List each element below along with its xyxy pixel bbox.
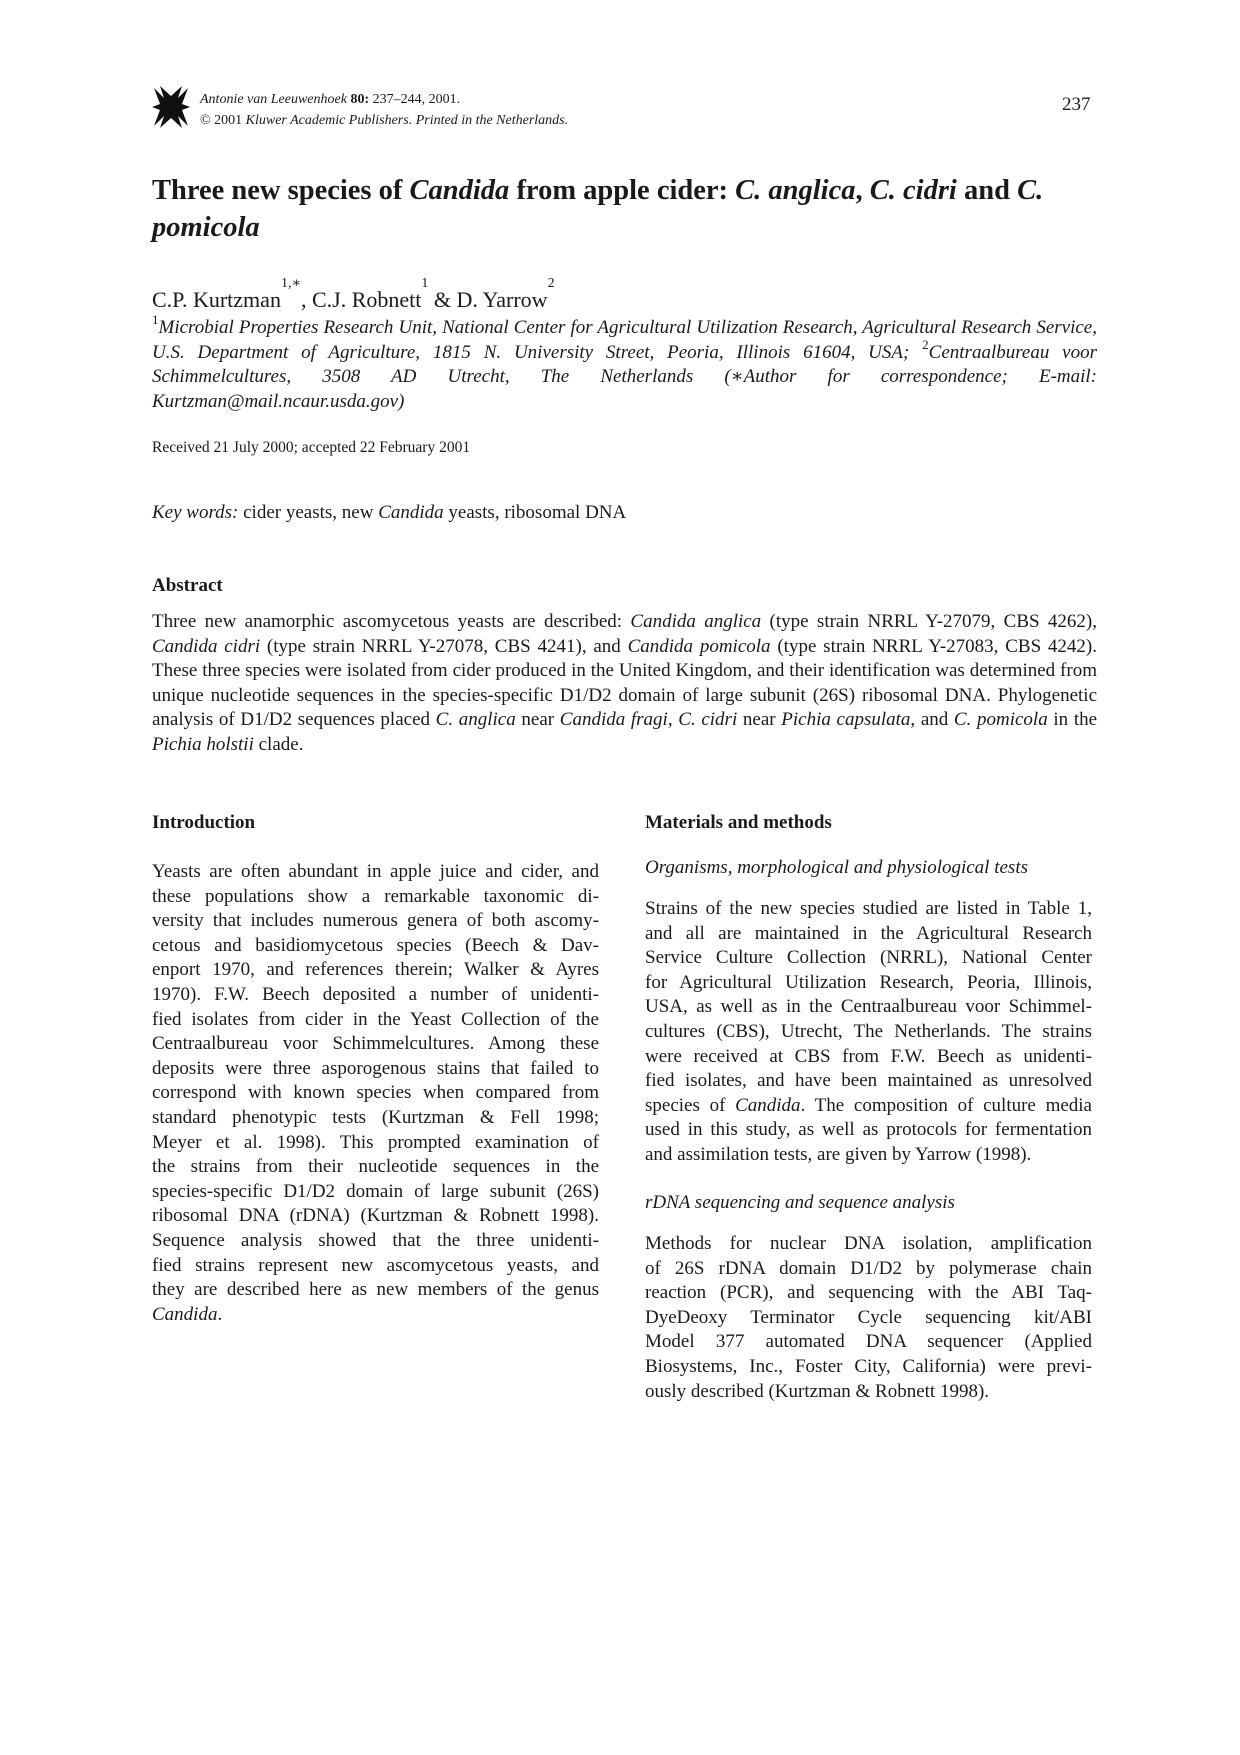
genus-name: Candida — [152, 1303, 218, 1325]
punct: . — [217, 1303, 223, 1325]
abstract-text: in the — [1047, 709, 1098, 730]
article-title — [152, 172, 1112, 246]
text-line: Centraalbureau voor Schimmelcultures. Among these — [152, 1033, 599, 1055]
abstract-text: , — [667, 709, 679, 730]
correspondence-mark: ∗ — [730, 366, 744, 387]
text-line: deposits were three asporogenous stains that failed to — [152, 1057, 599, 1079]
methods-body-1 — [645, 897, 1092, 1168]
abstract-text: Candida pomicola — [627, 635, 771, 657]
text-line: species-specific D1/D2 domain of large subunit (26S) — [152, 1180, 599, 1202]
text-line: correspond with known species when compared from — [152, 1082, 599, 1104]
text-line: Model 377 automated DNA sequencer (Applied — [645, 1331, 1092, 1353]
author-affil-mark: 1 — [421, 276, 429, 291]
page-number: 237 — [1062, 94, 1091, 115]
text-line: Yeasts are often abundant in apple juice and cider, and — [152, 861, 599, 882]
methods-body-2 — [645, 1232, 1092, 1404]
methods-subheading-2: rDNA sequencing and sequence analysis — [645, 1192, 955, 1213]
abstract-text: Candida cidri — [152, 635, 261, 657]
text-line: Sequence analysis showed that the three unidenti- — [152, 1229, 599, 1251]
abstract-text: near — [737, 709, 782, 730]
title-part: pomicola — [152, 212, 260, 243]
text-line: and assimilation tests, are given by Yarrow (1998). — [645, 1143, 1032, 1165]
text-part: . The composition of culture media — [800, 1094, 1092, 1116]
text-line: Service Culture Collection (NRRL), National Center — [645, 947, 1092, 969]
text-line: reaction (PCR), and sequencing with the ABI Taq- — [645, 1282, 1092, 1304]
text-line: Strains of the new species studied are listed in Table 1, — [645, 898, 1092, 919]
affiliation-1: Microbial Properties Research Unit, National Center for Agricultural Utilization Research, Agricultural Research Service, U.S. Department of Agriculture, 1815 N. University Street, Peoria, Illinois 61604, USA; — [152, 317, 1097, 363]
author: & D. Yarrow — [428, 287, 548, 312]
title-part: and — [956, 175, 1018, 206]
title-part: C. — [1017, 175, 1044, 206]
genus-name: Candida — [735, 1094, 801, 1116]
text-line: fied isolates, and have been maintained as unresolved — [645, 1070, 1092, 1092]
publisher: Kluwer Academic Publishers. Printed in the Netherlands. — [245, 113, 569, 128]
text-line: versity that includes numerous genera of both ascomy- — [152, 910, 599, 932]
title-part: , — [855, 175, 870, 206]
journal-pages: 237–244, 2001. — [372, 92, 461, 107]
keyword-text: cider yeasts, new — [238, 502, 379, 523]
text-line: USA, as well as in the Centraalbureau voor Schimmel- — [645, 996, 1092, 1018]
correspondence-email: Author for correspondence; E-mail: Kurtzman@mail.ncaur.usda.gov) — [152, 366, 1098, 412]
abstract-text: (type strain NRRL Y-27079, CBS 4262), — [761, 611, 1097, 632]
methods-heading: Materials and methods — [645, 812, 832, 833]
text-line: Methods for nuclear DNA isolation, amplification — [645, 1233, 1092, 1254]
title-part: C. cidri — [869, 175, 957, 206]
keywords — [152, 502, 626, 524]
affil-mark: 1 — [152, 312, 159, 327]
text-line: fied isolates from cider in the Yeast Collection of the — [152, 1008, 599, 1030]
text-line: cetous and basidiomycetous species (Beech & Dav- — [152, 934, 599, 956]
introduction-body — [152, 860, 599, 1327]
text-line: 1970). F.W. Beech deposited a number of unidenti- — [152, 983, 599, 1005]
keywords-label: Key words: — [152, 502, 239, 523]
title-part: Candida — [409, 175, 510, 206]
abstract-text: Three new anamorphic ascomycetous yeasts are described: — [152, 611, 631, 632]
keyword-text: Candida — [378, 502, 444, 523]
journal-volume: 80: — [350, 92, 370, 107]
abstract-text: near — [515, 709, 560, 730]
publisher-logo — [152, 84, 190, 130]
received-dates: Received 21 July 2000; accepted 22 February 2001 — [152, 439, 471, 456]
title-part: from apple cider: — [509, 175, 736, 206]
text-line: DyeDeoxy Terminator Cycle sequencing kit/ABI — [645, 1306, 1092, 1328]
text-line: were received at CBS from F.W. Beech as unidenti- — [645, 1045, 1092, 1067]
abstract-text: Pichia holstii — [152, 733, 254, 755]
keyword-text: yeasts, ribosomal DNA — [443, 502, 627, 523]
affiliations — [152, 312, 1098, 414]
author: C.P. Kurtzman — [152, 287, 281, 312]
title-part: Three new species of — [152, 175, 410, 206]
abstract-text: clade. — [253, 733, 304, 755]
affil-mark: 2 — [922, 336, 929, 352]
abstract-text: (type strain NRRL Y-27078, CBS 4241), and — [260, 635, 628, 657]
text-line — [152, 1303, 599, 1328]
abstract-text: C. anglica — [435, 709, 516, 730]
author-affil-mark: 2 — [547, 276, 555, 291]
text-line: Biosystems, Inc., Foster City, California) were previ- — [645, 1355, 1092, 1377]
affiliation-2: Centraalbureau voor Schimmelcultures, 3508 AD Utrecht, The Netherlands ( — [152, 341, 1098, 387]
text-line: and all are maintained in the Agricultural Research — [645, 922, 1092, 944]
abstract-text: Pichia capsulata — [781, 709, 911, 730]
journal-name: Antonie van Leeuwenhoek — [200, 92, 347, 107]
abstract-text: C. cidri — [678, 709, 738, 730]
introduction-heading: Introduction — [152, 812, 256, 833]
text-line: the strains from their nucleotide sequences in the — [152, 1156, 599, 1178]
text-part: species of — [645, 1094, 736, 1116]
text-line: used in this study, as well as protocols for fermentation — [645, 1119, 1092, 1141]
author-affil-mark: 1,∗ — [280, 276, 301, 291]
text-line: standard phenotypic tests (Kurtzman & Fell 1998; — [152, 1106, 599, 1128]
methods-subheading-1: Organisms, morphological and physiological tests — [645, 857, 1028, 878]
text-line: Meyer et al. 1998). This prompted examination of — [152, 1131, 599, 1153]
text-line: ribosomal DNA (rDNA) (Kurtzman & Robnett 1998). — [152, 1205, 599, 1227]
abstract-text: , and — [910, 709, 954, 730]
text-line: fied strains represent new ascomycetous yeasts, and — [152, 1254, 599, 1276]
title-part: C. anglica — [735, 175, 856, 206]
text-line — [645, 1094, 1092, 1119]
abstract-heading: Abstract — [152, 575, 223, 596]
text-line: ously described (Kurtzman & Robnett 1998). — [645, 1380, 990, 1402]
journal-citation — [200, 89, 568, 131]
author-list — [152, 276, 555, 313]
abstract-text: (type strain NRRL Y-27083, CBS 4242). These three species were isolated from cider produced in the United Kingdom, and their identification was determined from unique nucleotide sequences in the species-specific D1/D2 domain of large subunit (26S) ribosomal DNA. Phylogenetic analysis of D1/D2 sequences placed — [152, 635, 1097, 730]
text-line: for Agricultural Utilization Research, Peoria, Illinois, — [645, 971, 1092, 993]
text-line: these populations show a remarkable taxonomic di- — [152, 885, 599, 907]
text-line: cultures (CBS), Utrecht, The Netherlands. The strains — [645, 1020, 1092, 1042]
text-line: enport 1970, and references therein; Walker & Ayres — [152, 959, 599, 981]
copyright: © 2001 — [200, 113, 243, 128]
text-line: of 26S rDNA domain D1/D2 by polymerase chain — [645, 1257, 1092, 1279]
abstract-text: C. pomicola — [953, 709, 1048, 730]
abstract-text: Candida fragi — [559, 709, 668, 730]
author: , C.J. Robnett — [300, 287, 422, 312]
abstract-text: Candida anglica — [630, 611, 762, 632]
abstract-body — [152, 610, 1097, 757]
text-line: they are described here as new members of the genus — [152, 1279, 599, 1301]
